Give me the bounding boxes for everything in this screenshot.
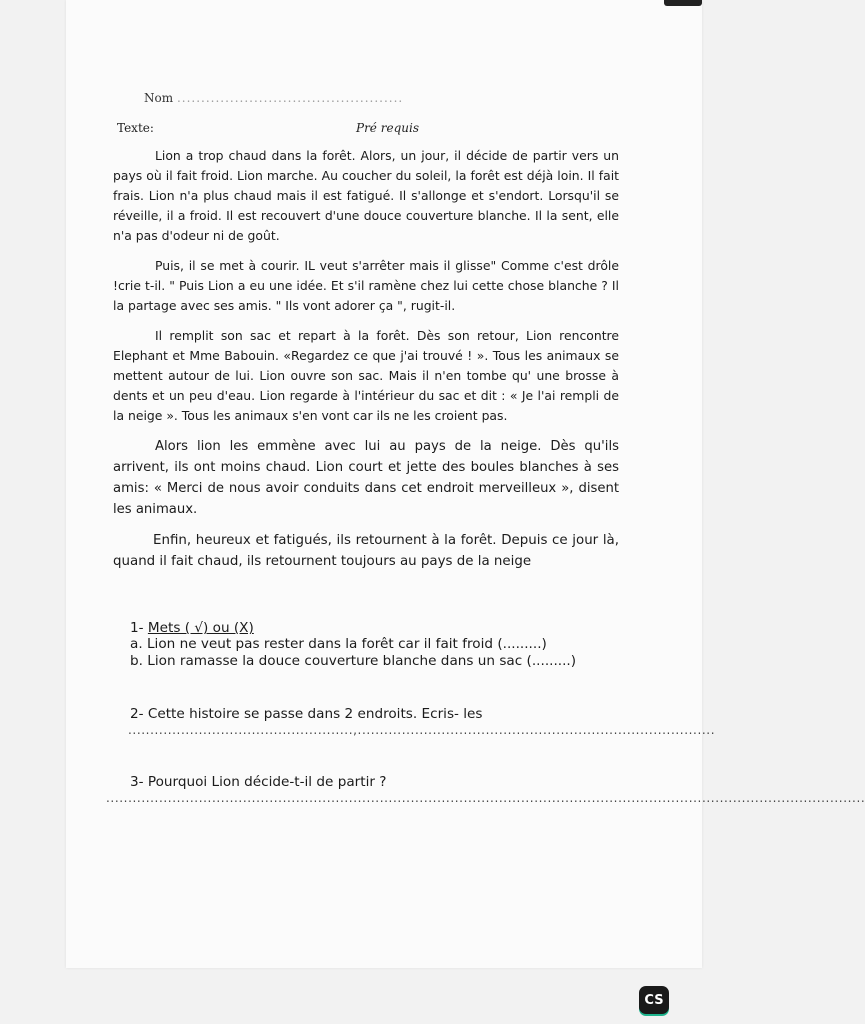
story-text	[113, 146, 619, 582]
story-paragraph-2: Puis, il se met à courir. IL veut s'arrêter mais il glisse" Comme c'est drôle !crie t-il. " Puis Lion a eu une idée. Et s'il ramène chez lui cette chose blanche ? Il la partage avec ses amis. " Ils vont adorer ça ", rugit-il.	[113, 258, 619, 313]
scan-edge-mark	[664, 0, 702, 6]
question-1-item-a: a. Lion ne veut pas rester dans la forêt car il fait froid (.........)	[130, 636, 547, 652]
question-1	[130, 620, 640, 670]
camscanner-logo-icon[interactable]: CS	[639, 986, 669, 1014]
question-2: 2- Cette histoire se passe dans 2 endroits. Ecris- les	[130, 706, 483, 722]
question-1-number: 1-	[130, 620, 144, 636]
name-field	[144, 91, 403, 105]
question-1-item-b: b. Lion ramasse la douce couverture blanche dans un sac (.........)	[130, 653, 577, 669]
texte-label: Texte:	[117, 121, 154, 135]
story-paragraph-3: Il remplit son sac et repart à la forêt. Dès son retour, Lion rencontre Elephant et Mme Babouin. «Regardez ce que j'ai trouvé ! ». Tous les animaux se mettent autour de lui. Lion ouvre son sac. Mais il n'en tombe qu' une brosse à dents et un peu d'eau. Lion regarde à l'intérieur du sac et dit : « Je l'ai rempli de la neige ». Tous les animaux s'en vont car ils ne les croient pas.	[113, 328, 619, 423]
name-label: Nom	[144, 91, 174, 105]
story-paragraph-4: Alors lion les emmène avec lui au pays de la neige. Dès qu'ils arrivent, ils ont moins chaud. Lion court et jette des boules blanches à ses amis: « Merci de nous avoir conduits dans cet endroit merveilleux », disent les animaux.	[113, 439, 619, 517]
question-1-instruction: Mets ( √) ou (X)	[147, 620, 254, 636]
story-paragraph-5: Enfin, heureux et fatigués, ils retournent à la forêt. Depuis ce jour là, quand il fait chaud, ils retournent toujours au pays de la neige	[113, 533, 619, 569]
name-dots: ...............................................	[176, 91, 404, 105]
question-3-answer-line: ............................................................................................................................................................................	[106, 791, 865, 805]
question-2-answer-line: ...................................................,.................................................................................	[128, 723, 716, 737]
story-paragraph-1: Lion a trop chaud dans la forêt. Alors, un jour, il décide de partir vers un pays où il fait froid. Lion marche. Au coucher du soleil, la forêt est déjà loin. Il fait frais. Lion n'a plus chaud mais il est fatigué. Il s'allonge et s'endort. Lorsqu'il se réveille, il a froid. Il est recouvert d'une douce couverture blanche. Il la sent, elle n'a pas d'odeur ni de goût.	[113, 148, 619, 243]
question-3: 3- Pourquoi Lion décide-t-il de partir ?	[130, 774, 387, 790]
question-1-title	[130, 620, 640, 636]
page-subtitle: Pré requis	[356, 121, 419, 135]
